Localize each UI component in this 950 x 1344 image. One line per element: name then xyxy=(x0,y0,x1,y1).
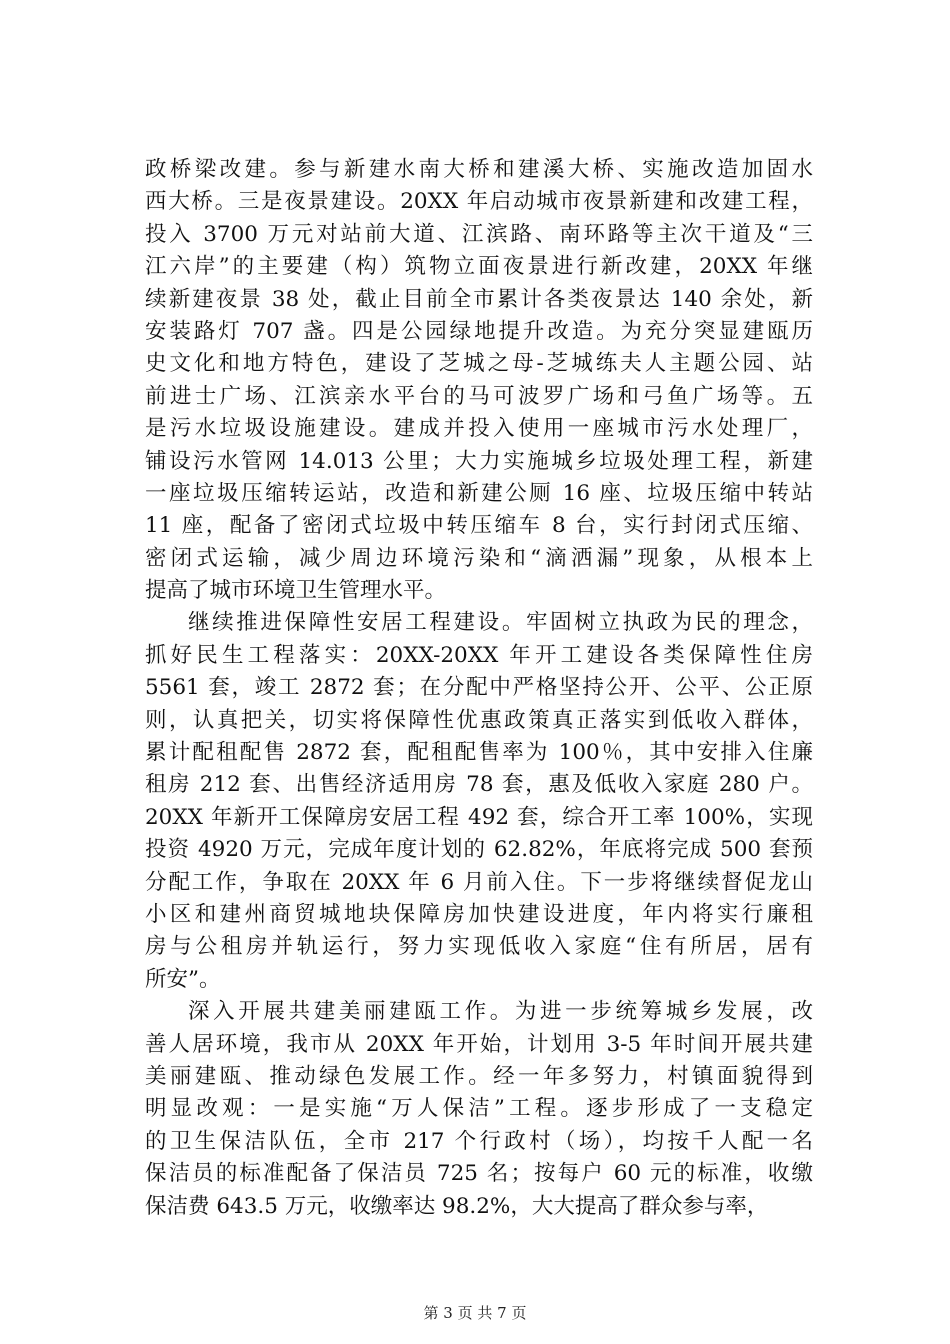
paragraph-line: 安装路灯 707 盏。四是公园绿地提升改造。为充分突显建瓯历 xyxy=(145,318,813,344)
paragraph-line: 分配工作，争取在 20XX 年 6 月前入住。下一步将继续督促龙山 xyxy=(145,869,813,895)
paragraph-line: 提高了城市环境卫生管理水平。 xyxy=(145,578,447,604)
paragraph-line: 所安”。 xyxy=(145,966,221,992)
paragraph-line: 小区和建州商贸城地块保障房加快建设进度，年内将实行廉租 xyxy=(145,901,813,927)
paragraph-line: 美丽建瓯、推动绿色发展工作。经一年多努力，村镇面貌得到 xyxy=(145,1063,813,1089)
paragraph-line: 保洁员的标准配备了保洁员 725 名；按每户 60 元的标准，收缴 xyxy=(145,1161,813,1187)
paragraph-line: 11 座，配备了密闭式垃圾中转压缩车 8 台，实行封闭式压缩、 xyxy=(145,513,813,539)
document-body xyxy=(145,154,813,1223)
paragraph-line: 继续推进保障性安居工程建设。牢固树立执政为民的理念， xyxy=(188,610,813,636)
paragraph-line: 则，认真把关，切实将保障性优惠政策真正落实到低收入群体， xyxy=(145,707,813,733)
paragraph xyxy=(145,607,813,996)
page-number-footer: 第 3 页 共 7 页 xyxy=(423,1304,527,1322)
paragraph-line: 前进士广场、江滨亲水平台的马可波罗广场和弓鱼广场等。五 xyxy=(145,383,813,409)
paragraph-line: 累计配租配售 2872 套，配租配售率为 100％，其中安排入住廉 xyxy=(145,740,813,766)
paragraph-line: 保洁费 643.5 万元，收缴率达 98.2%，大大提高了群众参与率， xyxy=(145,1193,769,1219)
paragraph-line: 一座垃圾压缩转运站，改造和新建公厕 16 座、垃圾压缩中转站 xyxy=(145,480,813,506)
paragraph-line: 善人居环境，我市从 20XX 年开始，计划用 3-5 年时间开展共建 xyxy=(145,1031,813,1057)
paragraph-line: 政桥梁改建。参与新建水南大桥和建溪大桥、实施改造加固水 xyxy=(145,157,813,182)
paragraph-line: 是污水垃圾设施建设。建成并投入使用一座城市污水处理厂， xyxy=(145,416,813,442)
paragraph-line: 铺设污水管网 14.013 公里；大力实施城乡垃圾处理工程，新建 xyxy=(145,448,813,474)
paragraph-line: 的卫生保洁队伍，全市 217 个行政村（场），均按千人配一名 xyxy=(145,1128,813,1154)
paragraph-line: 抓好民生工程落实：20XX-20XX 年开工建设各类保障性住房 xyxy=(145,642,813,668)
paragraph-line: 20XX 年新开工保障房安居工程 492 套，综合开工率 100%，实现 xyxy=(145,804,813,830)
paragraph-line: 租房 212 套、出售经济适用房 78 套，惠及低收入家庭 280 户。 xyxy=(145,772,813,798)
paragraph-line: 5561 套，竣工 2872 套；在分配中严格坚持公开、公平、公正原 xyxy=(145,675,813,701)
paragraph-line: 密闭式运输，减少周边环境污染和“滴洒漏”现象，从根本上 xyxy=(145,545,813,571)
paragraph-line: 史文化和地方特色，建设了芝城之母-芝城练夫人主题公园、站 xyxy=(145,351,813,377)
paragraph-line: 续新建夜景 38 处，截止目前全市累计各类夜景达 140 余处，新 xyxy=(145,286,813,312)
paragraph-line: 江六岸”的主要建（构）筑物立面夜景进行新改建，20XX 年继 xyxy=(145,254,813,280)
paragraph-line: 深入开展共建美丽建瓯工作。为进一步统筹城乡发展，改 xyxy=(188,999,813,1025)
paragraph-line: 投入 3700 万元对站前大道、江滨路、南环路等主次干道及“三 xyxy=(145,221,813,247)
paragraph xyxy=(145,996,813,1223)
paragraph-line: 明显改观：一是实施“万人保洁”工程。逐步形成了一支稳定 xyxy=(145,1096,813,1122)
paragraph-line: 西大桥。三是夜景建设。20XX 年启动城市夜景新建和改建工程， xyxy=(145,189,813,215)
paragraph-line: 房与公租房并轨运行，努力实现低收入家庭“住有所居，居有 xyxy=(145,934,813,960)
paragraph-line: 投资 4920 万元，完成年度计划的 62.82%，年底将完成 500 套预 xyxy=(145,837,813,863)
paragraph xyxy=(145,154,813,607)
